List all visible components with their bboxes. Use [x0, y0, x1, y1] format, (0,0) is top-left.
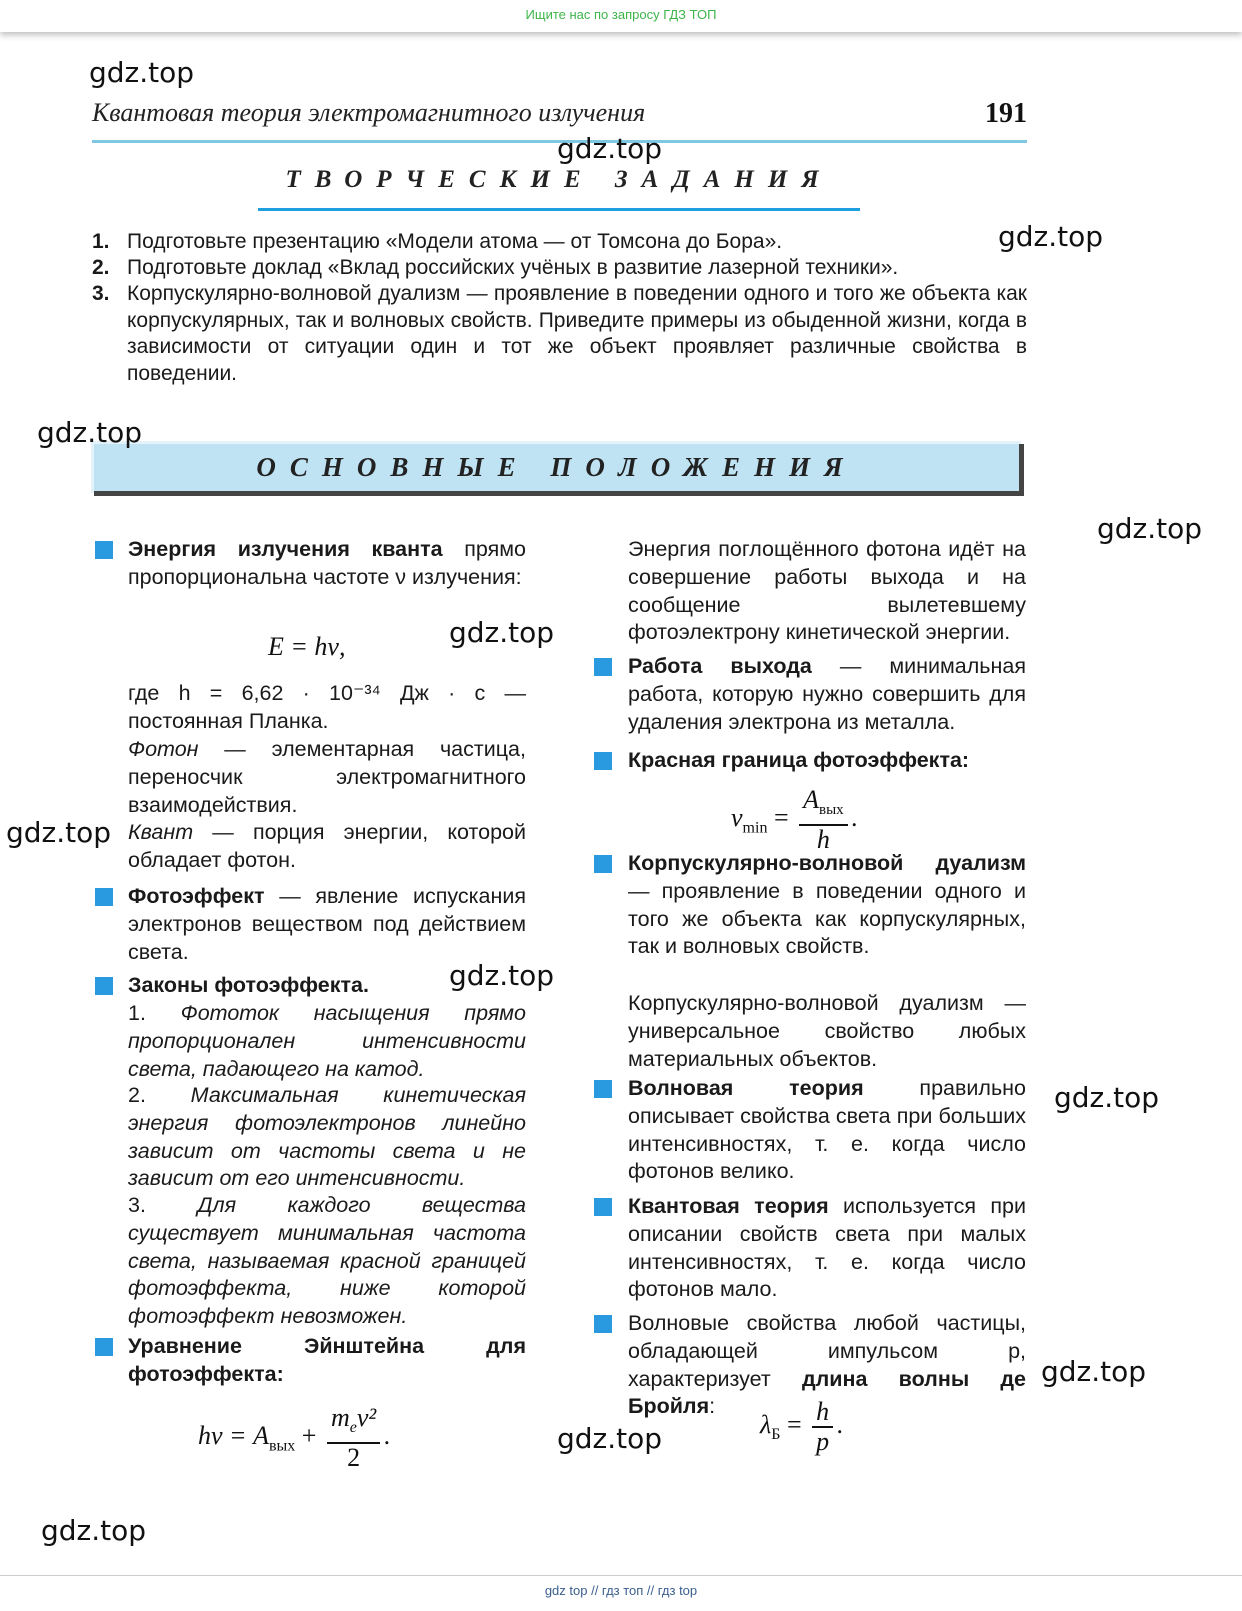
law-text: Максимальная кинетическая энергия фотоэлектронов линейно зависит от частоты света и не зависит от его интенсивности. [128, 1083, 526, 1191]
photoeffect-paragraph [128, 883, 526, 966]
law-text: Для каждого вещества существует минимальная частота света, называемая красной границей фотоэффекта, ниже которой фотоэффект невозможен. [128, 1193, 527, 1329]
bullet-square-icon [594, 1080, 612, 1098]
quantum-definition: — порция энергии, которой обладает фотон. [128, 820, 526, 872]
photoeffect-term: Фотоэффект [128, 884, 265, 908]
watermark: gdz.top [557, 132, 663, 165]
energy-formula: E = hν, [268, 632, 346, 661]
photon-term: Фотон [128, 737, 199, 761]
bullet-square-icon [95, 888, 113, 906]
quantum-theory-term: Квантовая теория [628, 1194, 829, 1218]
task-text: Подготовьте доклад «Вклад российских учёных в развитие лазерной техники». [127, 256, 899, 279]
bullet-square-icon [594, 658, 612, 676]
einstein-formula: $h\nu = A_{вых}$ + $\frac{m_ev^2}{2}$ . [198, 1403, 391, 1473]
basics-heading-text: ОСНОВНЫЕ ПОЛОЖЕНИЯ [256, 452, 857, 482]
wave-theory-term: Волновая теория [628, 1076, 864, 1100]
quantum-paragraph [128, 819, 526, 875]
task-item [92, 255, 1027, 282]
quantum-theory-definition: используется при описании свойств света при малых интенсивностях, т. е. когда число фотонов мало. [628, 1194, 1026, 1302]
energy-definition: прямо пропорциональна частоте ν излучения: [128, 537, 526, 589]
law-item [128, 1000, 526, 1083]
watermark: gdz.top [998, 220, 1104, 253]
dualism-definition: — проявление в поведении одного и того же объекта как корпускулярных, так и волновых свойств. [628, 878, 1026, 959]
debroglie-term: длина волны де Бройля [628, 1366, 1026, 1419]
planck-text: где h = 6,62 · 10⁻³⁴ Дж · с — постоянная Планка. [128, 681, 526, 733]
footer-links-text: gdz top // гдз топ // гдз top [544, 1583, 698, 1598]
watermark: gdz.top [6, 816, 112, 849]
task-number: 1. [92, 230, 110, 253]
bullet-square-icon [594, 1315, 612, 1333]
watermark: gdz.top [41, 1514, 147, 1547]
photoeffect-definition: — явление испускания электронов веществом под действием света. [128, 884, 526, 964]
wave-theory-definition: правильно описывает свойства света при больших интенсивностях, т. е. когда число фотонов велико. [628, 1076, 1026, 1184]
quantum-term: Квант [128, 820, 194, 844]
bullet-square-icon [95, 1338, 113, 1356]
absorbed-photon-text: Энергия поглощённого фотона идёт на совершение работы выхода и на сообщение вылетевшему фотоэлектрону кинетической энергии. [628, 537, 1026, 645]
photon-definition: — элементарная частица, переносчик электромагнитного взаимодействия. [128, 737, 526, 817]
watermark: gdz.top [37, 416, 143, 449]
debroglie-fraction: $\frac{h}{p}$ [812, 1398, 833, 1456]
dualism-universal-text: Корпускулярно-волновой дуализм — универсальное свойство любых материальных объектов. [628, 991, 1026, 1071]
photon-paragraph [128, 736, 526, 819]
bullet-square-icon [594, 752, 612, 770]
dualism-term: Корпускулярно-волновой дуализм [628, 851, 1026, 875]
bullet-square-icon [95, 541, 113, 559]
watermark: gdz.top [89, 56, 195, 89]
watermark: gdz.top [449, 959, 555, 992]
law-number: 3. [128, 1193, 198, 1217]
energy-term: Энергия излучения кванта [128, 537, 443, 561]
law-number: 1. [128, 1001, 181, 1025]
page-number: 191 [985, 98, 1027, 129]
red-limit-fraction: $\frac{A_{вых}}{h}$ [799, 786, 848, 854]
red-limit-title: Красная граница фотоэффекта: [628, 748, 970, 772]
bottom-footer [0, 1575, 1242, 1611]
chapter-title: Квантовая теория электромагнитного излучения [92, 98, 646, 127]
banner-text: Ищите нас по запросу ГДЗ ТОП [525, 7, 717, 22]
bullet-square-icon [95, 977, 113, 995]
task-number: 3. [92, 282, 110, 305]
work-function-term: Работа выхода [628, 654, 812, 678]
watermark: gdz.top [1041, 1355, 1147, 1388]
law-item [128, 1192, 526, 1331]
creative-heading-text: ТВОРЧЕСКИЕ ЗАДАНИЯ [285, 166, 833, 193]
debroglie-paragraph: Волновые свойства любой частицы, обладающей импульсом p, характеризует длина волны де Бройля: [628, 1311, 1026, 1419]
wave-theory-paragraph [628, 1075, 1026, 1186]
einstein-title: Уравнение Эйнштейна для фотоэффекта: [128, 1334, 526, 1386]
law-number: 2. [128, 1083, 191, 1107]
bullet-square-icon [594, 1198, 612, 1216]
task-item [92, 281, 1027, 387]
task-item [92, 229, 1027, 256]
red-limit-formula: $\nu_{min}$ = $\frac{A_{вых}}{h}$ . [731, 785, 859, 855]
task-text: Подготовьте презентацию «Модели атома — от Томсона до Бора». [127, 230, 783, 253]
watermark: gdz.top [1054, 1081, 1160, 1114]
law-text: Фототок насыщения прямо пропорционален интенсивности света, падающего на катод. [128, 1001, 527, 1081]
law-item [128, 1082, 526, 1193]
kinetic-energy-fraction: $\frac{m_ev^2}{2}$ [327, 1404, 380, 1472]
creative-tasks-heading [258, 166, 860, 211]
bullet-square-icon [594, 855, 612, 873]
laws-title: Законы фотоэффекта. [128, 973, 369, 997]
watermark: gdz.top [1097, 512, 1203, 545]
basics-heading [94, 444, 1024, 496]
watermark: gdz.top [557, 1422, 663, 1455]
task-text: Корпускулярно-волновой дуализм — проявление в поведении одного и того же объекта как корпускулярных, так и волновых свойств. Приведите примеры из обыденной жизни, когда в зависимости от ситуации один и тот же объект проявляет различные свойства в поведении. [127, 282, 1027, 385]
task-number: 2. [92, 256, 110, 279]
work-function-definition: — минимальная работа, которую нужно совершить для удаления электрона из металла. [628, 654, 1026, 734]
watermark: gdz.top [449, 616, 555, 649]
quantum-theory-paragraph [628, 1193, 1026, 1304]
dualism-paragraph [628, 850, 1026, 961]
debroglie-formula: $\lambda_Б$ = $\frac{h}{p}$ . [760, 1397, 844, 1456]
work-function-paragraph [628, 653, 1026, 736]
top-banner [0, 0, 1242, 32]
energy-paragraph [128, 536, 526, 592]
